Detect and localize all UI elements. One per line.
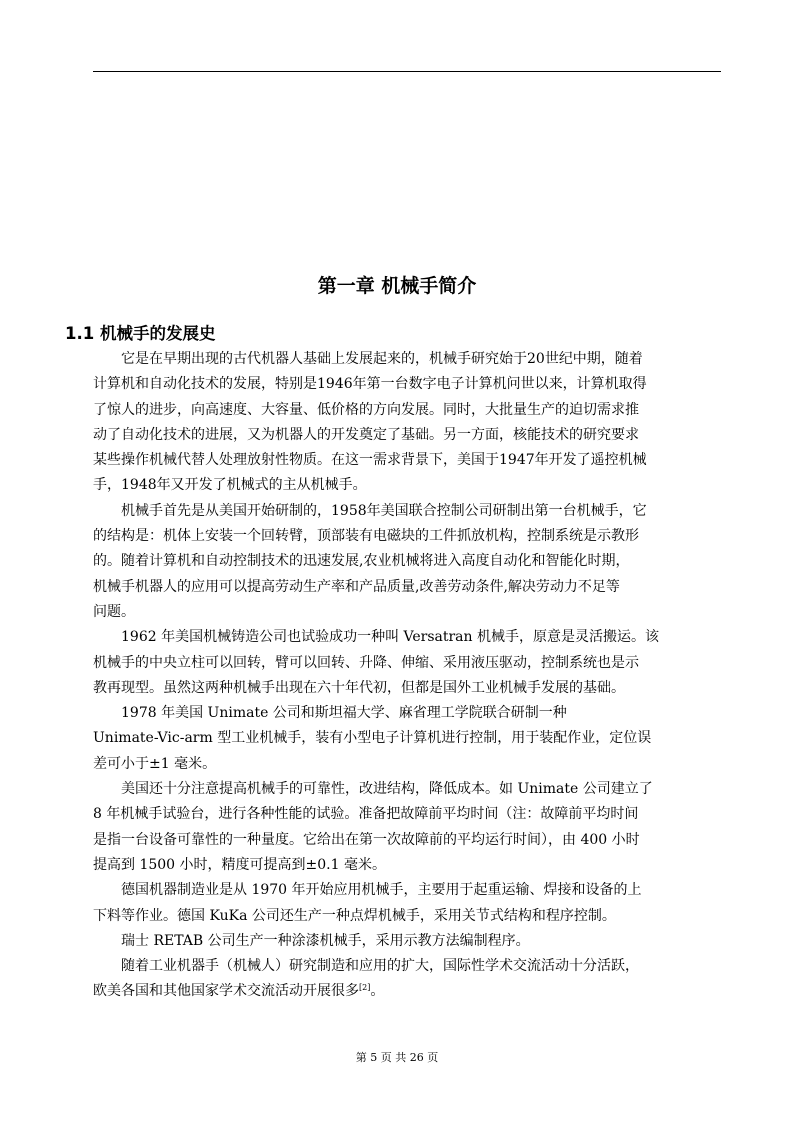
text-line: 随着工业机器手（机械人）研究制造和应用的扩大，国际性学术交流活动十分活跃， [93,958,639,975]
text-line: 的结构是：机体上安装一个回转臂，顶部装有电磁块的工件抓放机构，控制系统是示教形 [93,528,639,545]
text-line: 下料等作业。德国 KuKa 公司还生产一种点焊机械手，采用关节式结构和程序控制。 [93,907,616,924]
text-line: 了惊人的进步，向高速度、大容量、低价格的方向发展。同时，大批量生产的迫切需求推 [93,401,639,418]
text-line: 1962 年美国机械铸造公司也试验成功一种叫 Versatran 机械手，原意是灵活搬运。该 [93,629,659,646]
text-line: 的。随着计算机和自动控制技术的迅速发展,农业机械将进入高度自动化和智能化时期， [93,553,630,570]
text-line: 问题。 [93,603,135,620]
section-title: 1.1 机械手的发展史 [65,324,216,343]
text-line: 教再现型。虽然这两种机械手出现在六十年代初，但都是国外工业机械手发展的基础。 [93,679,625,696]
body-text [93,347,721,1005]
text-line: Unimate-Vic-arm 型工业机械手，装有小型电子计算机进行控制，用于装配作业，定位误 [93,730,652,747]
text-line: 是指一台设备可靠性的一种量度。它给出在第一次故障前的平均运行时间），由 400 小时 [93,831,640,848]
paragraph [93,499,721,625]
text-line: 它是在早期出现的古代机器人基础上发展起来的，机械手研究始于20世纪中期，随着 [93,351,643,367]
chapter-title: 第一章 机械手简介 [317,275,477,297]
text-line: 机械手首先是从美国开始研制的，1958年美国联合控制公司研制出第一台机械手，它 [93,502,647,519]
paragraph [93,954,721,1005]
text-line: 某些操作机械代替人处理放射性物质。在这一需求背景下，美国于1947年开发了遥控机械 [93,452,647,469]
text-line-content: 欧美各国和其他国家学术交流活动开展很多 [93,983,359,1000]
text-line: 提高到 1500 小时，精度可提高到±0.1 毫米。 [93,856,386,873]
paragraph [93,701,721,777]
paragraph [93,625,721,701]
paragraph [93,777,721,878]
text-line: 德国机器制造业是从 1970 年开始应用机械手，主要用于起重运输、焊接和设备的上 [93,882,642,899]
text-line: 手，1948年又开发了机械式的主从机械手。 [93,477,367,494]
text-line: 动了自动化技术的进展，又为机器人的开发奠定了基础。另一方面，核能技术的研究要求 [93,426,639,443]
text-line-with-citation [93,979,721,1004]
paragraph [93,878,721,929]
text-line: 计算机和自动化技术的发展，特别是1946年第一台数字电子计算机问世以来，计算机取得 [93,376,647,393]
text-line: 机械手的中央立柱可以回转，臂可以回转、升降、伸缩、采用液压驱动，控制系统也是示 [93,654,639,671]
text-line: 美国还十分注意提高机械手的可靠性，改进结构，降低成本。如 Unimate 公司建立了 [93,781,653,798]
header-rule [93,71,721,72]
text-line: 瑞士 RETAB 公司生产一种涂漆机械手，采用示教方法编制程序。 [93,932,530,949]
paragraph [93,929,721,954]
citation-reference: [2] [359,983,371,993]
page-footer: 第 5 页 共 26 页 [355,1051,439,1064]
text-line: 机械手机器人的应用可以提高劳动生产率和产品质量,改善劳动条件,解决劳动力不足等 [93,578,620,595]
sentence-end: 。 [370,983,385,1000]
text-line: 8 年机械手试验台，进行各种性能的试验。准备把故障前平均时间（注：故障前平均时间 [93,806,639,823]
text-line: 1978 年美国 Unimate 公司和斯坦福大学、麻省理工学院联合研制一种 [93,705,567,722]
text-line: 差可小于±1 毫米。 [93,755,217,772]
paragraph [93,347,721,499]
